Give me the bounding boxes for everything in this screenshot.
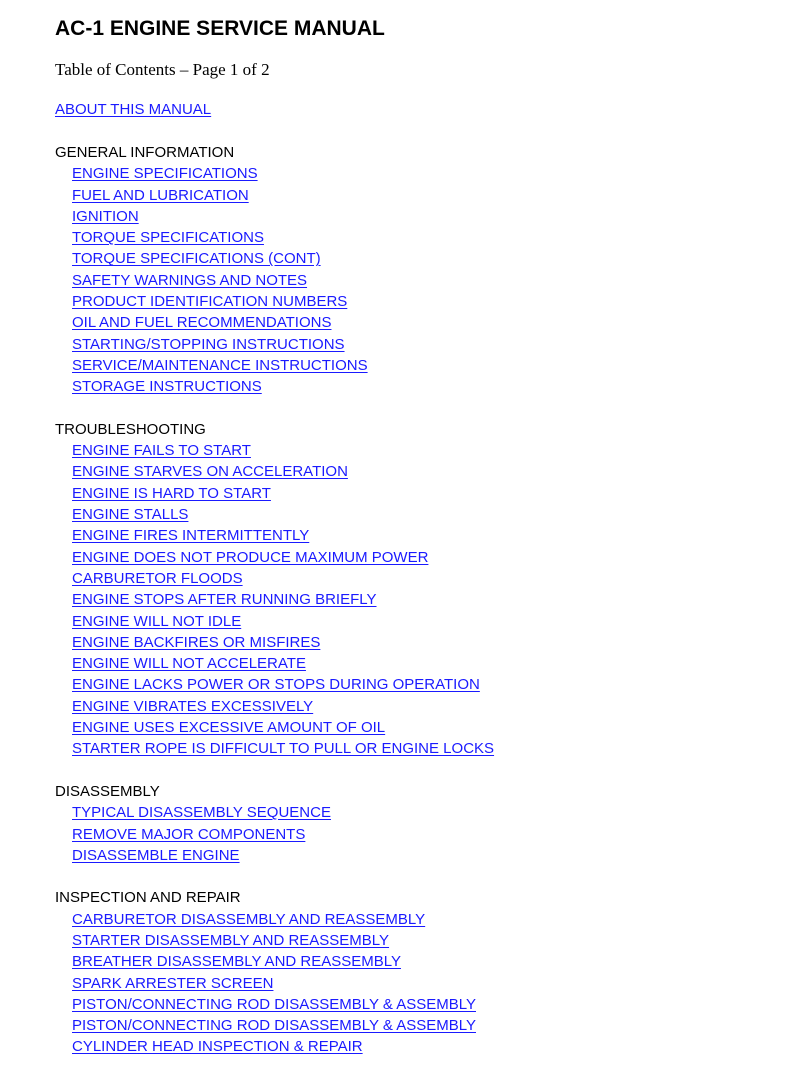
toc-link[interactable]: ENGINE FIRES INTERMITTENTLY [72,527,310,545]
toc-link[interactable]: ENGINE BACKFIRES OR MISFIRES [72,633,321,651]
list-item [55,653,795,674]
list-item [55,738,795,759]
toc-section-items [55,163,795,397]
list-item [55,973,795,994]
toc-link[interactable]: ENGINE STARVES ON ACCELERATION [72,463,348,481]
toc-link[interactable]: CYLINDER HEAD INSPECTION & REPAIR [72,1038,363,1056]
list-item [55,802,795,823]
toc-section-items [55,440,795,759]
toc-link[interactable]: ENGINE DOES NOT PRODUCE MAXIMUM POWER [72,548,429,566]
toc-link[interactable]: SERVICE/MAINTENANCE INSTRUCTIONS [72,356,368,374]
list-item [55,824,795,845]
list-item [55,334,795,355]
list-item [55,483,795,504]
list-item [55,611,795,632]
list-item [55,440,795,461]
list-item [55,632,795,653]
toc-link[interactable]: STORAGE INSTRUCTIONS [72,378,262,396]
toc-section-heading: INSPECTION AND REPAIR [55,889,241,907]
toc-link[interactable]: BREATHER DISASSEMBLY AND REASSEMBLY [72,953,401,971]
table-of-contents [55,142,795,1079]
list-item [55,909,795,930]
page-subtitle: Table of Contents – Page 1 of 2 [55,60,270,79]
toc-link[interactable]: DISASSEMBLE ENGINE [72,846,240,864]
list-item [55,227,795,248]
toc-section-heading: GENERAL INFORMATION [55,144,235,161]
list-item [55,717,795,738]
toc-link[interactable]: CARBURETOR FLOODS [72,569,243,587]
toc-link[interactable]: REMOVE MAJOR COMPONENTS [72,825,306,843]
list-item [55,206,795,227]
about-this-manual-link[interactable]: ABOUT THIS MANUAL [55,101,212,118]
toc-link[interactable]: IGNITION [72,207,139,225]
toc-link[interactable]: ENGINE VIBRATES EXCESSIVELY [72,697,314,715]
list-item [55,951,795,972]
toc-link[interactable]: CARBURETOR DISASSEMBLY AND REASSEMBLY [72,910,426,928]
toc-link[interactable]: TORQUE SPECIFICATIONS [72,229,264,247]
page-title: AC-1 ENGINE SERVICE MANUAL [55,17,385,40]
list-item [55,312,795,333]
list-item [55,461,795,482]
list-item [55,589,795,610]
toc-link[interactable]: STARTER DISASSEMBLY AND REASSEMBLY [72,931,390,949]
list-item [55,185,795,206]
toc-link[interactable]: ENGINE LACKS POWER OR STOPS DURING OPERATION [72,676,480,694]
list-item [55,291,795,312]
list-item [55,674,795,695]
toc-section-heading: DISASSEMBLY [55,782,160,800]
list-item [55,355,795,376]
toc-link[interactable]: SAFETY WARNINGS AND NOTES [72,271,308,289]
toc-section [55,781,795,866]
list-item [55,994,795,1015]
toc-link[interactable]: ENGINE STALLS [72,506,189,524]
toc-section-items [55,909,795,1058]
toc-link[interactable]: FUEL AND LUBRICATION [72,186,249,204]
list-item [55,547,795,568]
toc-link[interactable]: TYPICAL DISASSEMBLY SEQUENCE [72,804,331,822]
toc-link[interactable]: ENGINE FAILS TO START [72,442,251,460]
toc-link[interactable]: ENGINE SPECIFICATIONS [72,165,258,183]
list-item [55,504,795,525]
toc-section-heading: TROUBLESHOOTING [55,420,206,438]
list-item [55,248,795,269]
toc-link[interactable]: ENGINE STOPS AFTER RUNNING BRIEFLY [72,591,377,609]
toc-link[interactable]: SPARK ARRESTER SCREEN [72,974,274,992]
toc-section [55,887,795,1057]
toc-section [55,142,795,398]
toc-link[interactable]: ENGINE USES EXCESSIVE AMOUNT OF OIL [72,719,386,737]
toc-link[interactable]: ENGINE WILL NOT IDLE [72,612,242,630]
document-page [55,16,798,1056]
toc-section-items [55,802,795,866]
toc-link[interactable]: ENGINE IS HARD TO START [72,484,271,502]
list-item [55,1015,795,1036]
toc-link[interactable]: PISTON/CONNECTING ROD DISASSEMBLY & ASSEMBLY [72,995,476,1013]
toc-link[interactable]: STARTING/STOPPING INSTRUCTIONS [72,335,345,353]
toc-link[interactable]: PISTON/CONNECTING ROD DISASSEMBLY & ASSEMBLY [72,1017,476,1035]
list-item [55,525,795,546]
toc-link[interactable]: PRODUCT IDENTIFICATION NUMBERS [72,293,348,311]
toc-section [55,419,795,760]
list-item [55,163,795,184]
toc-link[interactable]: STARTER ROPE IS DIFFICULT TO PULL OR ENGINE LOCKS [72,740,495,758]
toc-link[interactable]: TORQUE SPECIFICATIONS (CONT) [72,250,321,268]
list-item [55,1036,795,1057]
list-item [55,270,795,291]
list-item [55,376,795,397]
list-item [55,568,795,589]
toc-link[interactable]: ENGINE WILL NOT ACCELERATE [72,655,306,673]
list-item [55,696,795,717]
list-item [55,845,795,866]
list-item [55,930,795,951]
toc-link[interactable]: OIL AND FUEL RECOMMENDATIONS [72,314,332,332]
